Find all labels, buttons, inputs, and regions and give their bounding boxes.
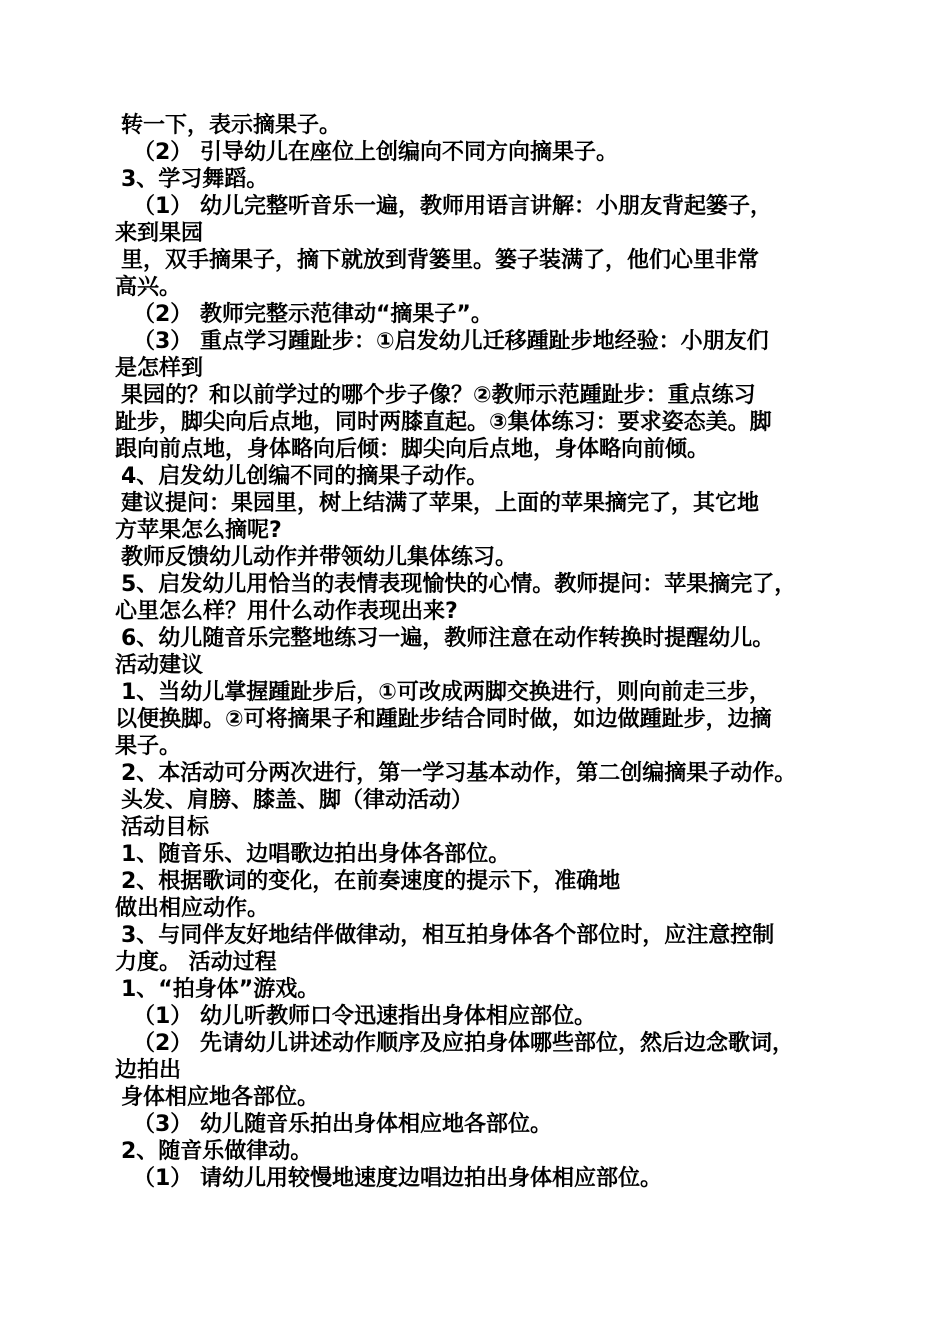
text-line: 活动建议 bbox=[115, 653, 204, 678]
text-line: 建议提问：果园里，树上结满了苹果，上面的苹果摘完了，其它地 bbox=[121, 491, 760, 516]
text-line: 身体相应地各部位。 bbox=[121, 1085, 320, 1110]
text-line: 1、当幼儿掌握踵趾步后，①可改成两脚交换进行，则向前走三步， bbox=[121, 680, 771, 705]
text-line: 头发、肩膀、膝盖、脚（律动活动） bbox=[121, 788, 474, 813]
text-line: （1） 幼儿听教师口令迅速指出身体相应部位。 bbox=[133, 1004, 596, 1029]
text-line: 心里怎么样？用什么动作表现出来? bbox=[115, 599, 458, 624]
text-line: 6、幼儿随音乐完整地练习一遍，教师注意在动作转换时提醒幼儿。 bbox=[121, 626, 775, 651]
text-line: 4、启发幼儿创编不同的摘果子动作。 bbox=[121, 464, 489, 489]
text-line: 高兴。 bbox=[115, 275, 182, 300]
text-line: 3、与同伴友好地结伴做律动，相互拍身体各个部位时，应注意控制 bbox=[121, 923, 775, 948]
text-line: 果园的？和以前学过的哪个步子像？②教师示范踵趾步：重点练习 bbox=[121, 383, 756, 408]
text-line: （1） 幼儿完整听音乐一遍，教师用语言讲解：小朋友背起篓子， bbox=[133, 194, 772, 219]
text-line: 5、启发幼儿用恰当的表情表现愉快的心情。教师提问：苹果摘完了， bbox=[121, 572, 797, 597]
text-line: 教师反馈幼儿动作并带领幼儿集体练习。 bbox=[121, 545, 518, 570]
text-line: 转一下，表示摘果子。 bbox=[121, 113, 342, 138]
text-line: 1、“拍身体”游戏。 bbox=[121, 977, 320, 1002]
text-line: 活动目标 bbox=[121, 815, 210, 840]
text-line: （2） 先请幼儿讲述动作顺序及应拍身体哪些部位，然后边念歌词， bbox=[133, 1031, 794, 1056]
text-line: 跟向前点地，身体略向后倾：脚尖向后点地，身体略向前倾。 bbox=[115, 437, 710, 462]
text-line: 2、随音乐做律动。 bbox=[121, 1139, 313, 1164]
text-line: 里，双手摘果子，摘下就放到背篓里。篓子装满了，他们心里非常 bbox=[121, 248, 760, 273]
text-line: 3、学习舞蹈。 bbox=[121, 167, 269, 192]
text-line: 做出相应动作。 bbox=[115, 896, 270, 921]
text-line: 以便换脚。②可将摘果子和踵趾步结合同时做，如边做踵趾步，边摘 bbox=[115, 707, 772, 732]
text-line: 2、根据歌词的变化，在前奏速度的提示下，准确地 bbox=[121, 869, 621, 894]
text-line: （3） 重点学习踵趾步：①启发幼儿迁移踵趾步地经验：小朋友们 bbox=[133, 329, 769, 354]
text-line: 边拍出 bbox=[115, 1058, 182, 1083]
text-line: （1） 请幼儿用较慢地速度边唱边拍出身体相应部位。 bbox=[133, 1166, 662, 1191]
text-line: （3） 幼儿随音乐拍出身体相应地各部位。 bbox=[133, 1112, 552, 1137]
document-body bbox=[0, 112, 950, 1192]
text-line: 果子。 bbox=[115, 734, 182, 759]
text-line: 2、本活动可分两次进行，第一学习基本动作，第二创编摘果子动作。 bbox=[121, 761, 797, 786]
text-line: 是怎样到 bbox=[115, 356, 204, 381]
text-line: 1、随音乐、边唱歌边拍出身体各部位。 bbox=[121, 842, 511, 867]
text-line: （2） 引导幼儿在座位上创编向不同方向摘果子。 bbox=[133, 140, 618, 165]
text-line: 力度。 活动过程 bbox=[115, 950, 277, 975]
text-line: 方苹果怎么摘呢? bbox=[115, 518, 282, 543]
text-line: （2） 教师完整示范律动“摘果子”。 bbox=[133, 302, 493, 327]
text-line: 来到果园 bbox=[115, 221, 204, 246]
text-line: 趾步，脚尖向后点地，同时两膝直起。③集体练习：要求姿态美。脚 bbox=[115, 410, 772, 435]
